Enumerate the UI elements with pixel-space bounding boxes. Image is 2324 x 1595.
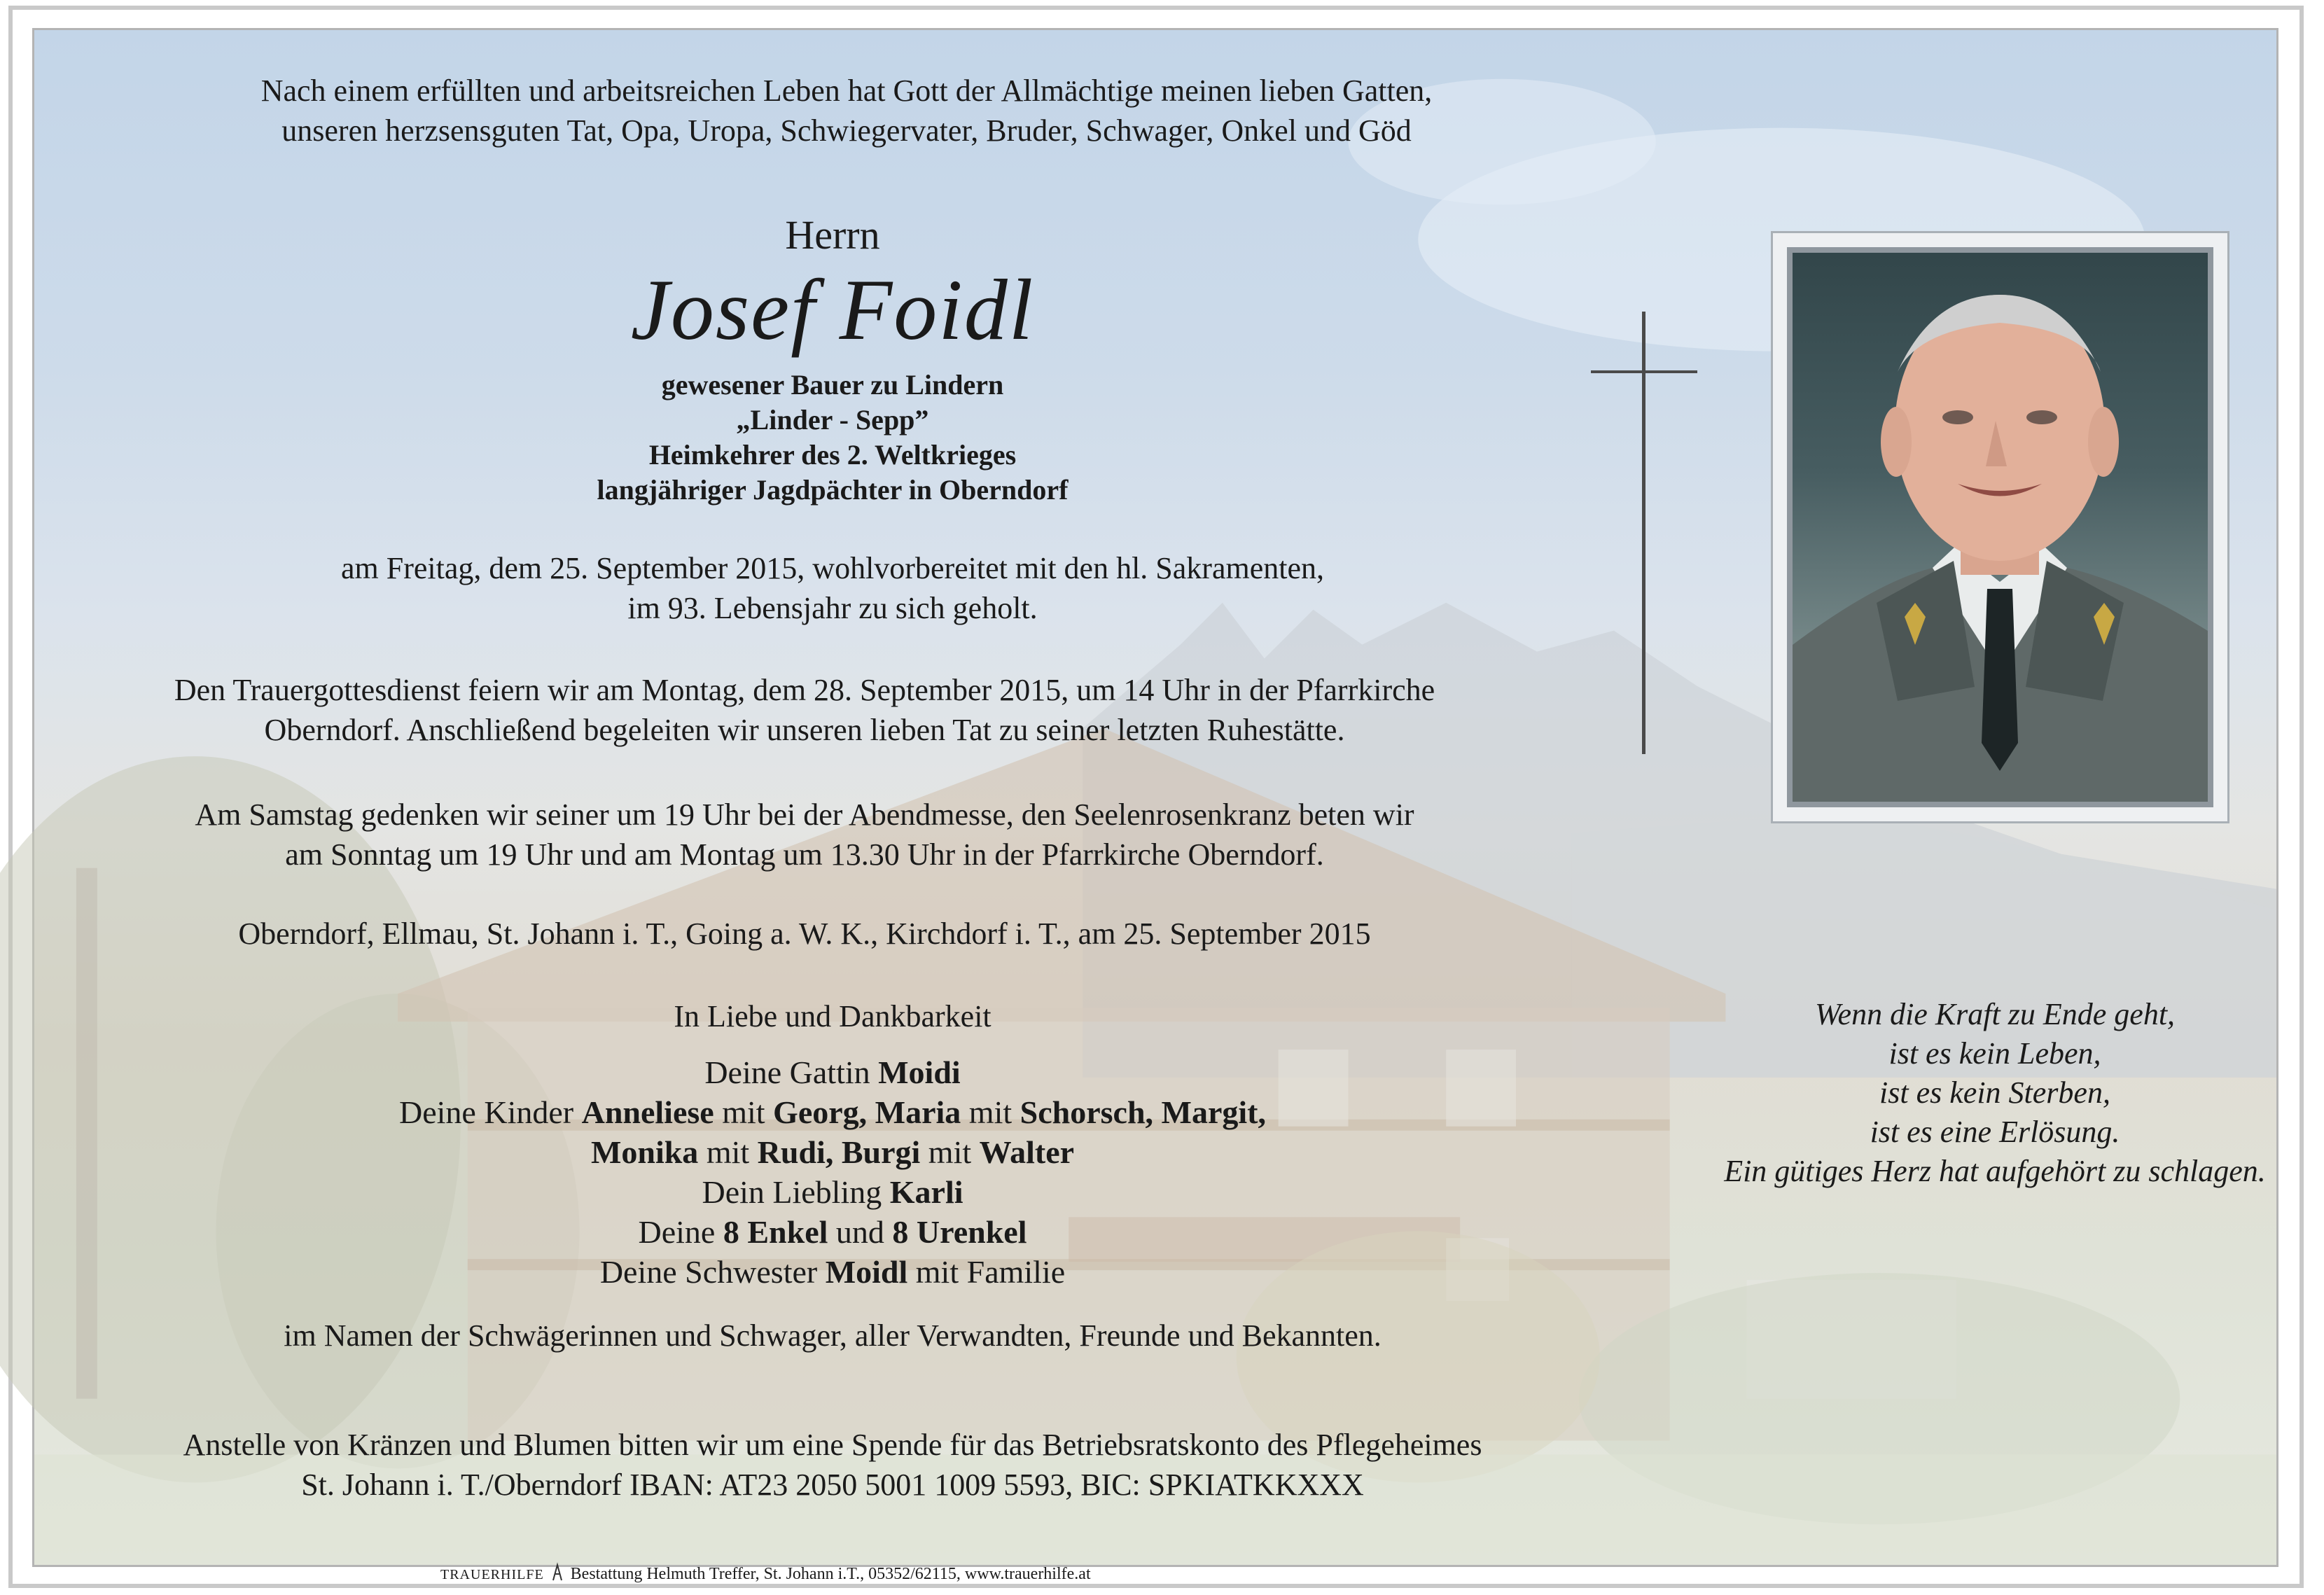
rosary-line-1: Am Samstag gedenken wir seiner um 19 Uhr bei der Abendmesse, den Seelenrosenkranz beten wir xyxy=(195,798,1414,832)
family-spouse xyxy=(244,1052,1421,1092)
quote-line-3: ist es kein Sterben, xyxy=(1879,1075,2110,1110)
portrait-photo xyxy=(1787,247,2213,807)
child-name: Anneliese xyxy=(581,1094,714,1130)
card-background xyxy=(32,28,2278,1583)
death-line-1: am Freitag, dem 25. September 2015, wohlvorbereitet mit den hl. Sakramenten, xyxy=(341,551,1324,585)
death-line-2: im 93. Lebensjahr zu sich geholt. xyxy=(627,591,1038,625)
title-line-1: gewesener Bauer zu Lindern xyxy=(661,369,1004,401)
deceased-name: Josef Foidl xyxy=(630,262,1035,358)
partner-name: Rudi, xyxy=(757,1134,834,1170)
quote-line-2: ist es kein Leben, xyxy=(1888,1036,2101,1071)
quote-line-4: ist es eine Erlösung. xyxy=(1870,1115,2120,1149)
family-sister xyxy=(244,1252,1421,1292)
partner-name: Georg, xyxy=(773,1094,868,1130)
child-name: Margit, xyxy=(1161,1094,1266,1130)
favorite-prefix: Dein Liebling xyxy=(702,1174,882,1210)
title-line-3: Heimkehrer des 2. Weltkrieges xyxy=(648,439,1017,471)
quote-line-1: Wenn die Kraft zu Ende geht, xyxy=(1814,997,2176,1031)
child-name: Monika xyxy=(590,1134,699,1170)
grandchildren-prefix: Deine xyxy=(638,1214,716,1250)
spouse-name: Moidi xyxy=(878,1054,961,1090)
child-name: Burgi xyxy=(841,1134,921,1170)
and-word: und xyxy=(835,1214,884,1250)
with-word: mit xyxy=(968,1094,1013,1130)
places-and-date: Oberndorf, Ellmau, St. Johann i. T., Going a. W. K., Kirchdorf i. T., am 25. September 2015 xyxy=(238,917,1371,951)
donation-line-2: St. Johann i. T./Oberndorf IBAN: AT23 2050 5001 1009 5593, BIC: SPKIATKKXXX xyxy=(301,1468,1364,1502)
on-behalf-line: im Namen der Schwägerinnen und Schwager, aller Verwandten, Freunde und Bekannten. xyxy=(284,1318,1382,1353)
title-line-4: langjähriger Jagdpächter in Oberndorf xyxy=(597,474,1069,506)
grandchildren-count: 8 Enkel xyxy=(723,1214,828,1250)
family-children-line-2 xyxy=(244,1132,1421,1172)
with-word: mit xyxy=(706,1134,750,1170)
rosary-line-2: am Sonntag um 19 Uhr und am Montag um 13.30 Uhr in der Pfarrkirche Oberndorf. xyxy=(285,837,1324,872)
family-favorite xyxy=(244,1172,1421,1212)
intro-line-2: unseren herzsensguten Tat, Opa, Uropa, Schwiegervater, Bruder, Schwager, Onkel und Göd xyxy=(281,113,1412,148)
funeral-line-2: Oberndorf. Anschließend begeleiten wir unseren lieben Tat zu seiner letzten Ruhestätte. xyxy=(264,713,1345,747)
intro-line-1: Nach einem erfüllten und arbeitsreichen Leben hat Gott der Allmächtige meinen lieben Gatten, xyxy=(260,74,1433,108)
spouse-prefix: Deine Gattin xyxy=(704,1054,870,1090)
salutation: Herrn xyxy=(785,212,880,258)
deceased-titles xyxy=(454,368,1211,508)
gratitude-line: In Liebe und Dankbarkeit xyxy=(674,999,991,1033)
family-list xyxy=(244,1052,1421,1292)
cross-icon xyxy=(1591,312,1697,754)
favorite-name: Karli xyxy=(889,1174,963,1210)
intro-paragraph xyxy=(111,71,1582,151)
portrait-frame xyxy=(1771,231,2229,823)
death-notice xyxy=(111,548,1554,628)
memorial-quote xyxy=(1666,995,2324,1191)
child-name: Maria xyxy=(875,1094,961,1130)
footer-text: Bestattung Helmuth Treffer, St. Johann i.T., 05352/62115, www.trauerhilfe.at xyxy=(570,1565,1091,1583)
greatgrandchildren-count: 8 Urenkel xyxy=(892,1214,1027,1250)
title-line-2: „Linder - Sepp” xyxy=(736,404,929,436)
funeral-service-info xyxy=(34,670,1575,750)
family-grandchildren xyxy=(244,1212,1421,1252)
footer-credits xyxy=(440,1563,1281,1585)
rosary-info xyxy=(69,795,1540,875)
donation-request xyxy=(69,1425,1596,1505)
funeral-line-1: Den Trauergottesdienst feiern wir am Montag, dem 28. September 2015, um 14 Uhr in der Pfarrkirche xyxy=(174,673,1435,707)
with-word: mit xyxy=(722,1094,765,1130)
partner-name: Schorsch, xyxy=(1020,1094,1154,1130)
trauerhilfe-logo-icon xyxy=(551,1563,564,1582)
sister-prefix: Deine Schwester xyxy=(599,1254,818,1290)
children-prefix: Deine Kinder xyxy=(399,1094,574,1130)
sister-suffix: mit Familie xyxy=(915,1254,1066,1290)
donation-line-1: Anstelle von Kränzen und Blumen bitten wir um eine Spende für das Betriebsratskonto des Pflegeheimes xyxy=(183,1428,1482,1462)
obituary-card xyxy=(8,6,2304,1588)
family-children-line-1 xyxy=(244,1092,1421,1132)
footer-brand: TRAUERHILFE xyxy=(440,1567,544,1582)
partner-name: Walter xyxy=(979,1134,1075,1170)
quote-line-5: Ein gütiges Herz hat aufgehört zu schlagen. xyxy=(1724,1154,2266,1188)
sister-name: Moidl xyxy=(825,1254,908,1290)
with-word: mit xyxy=(928,1134,972,1170)
